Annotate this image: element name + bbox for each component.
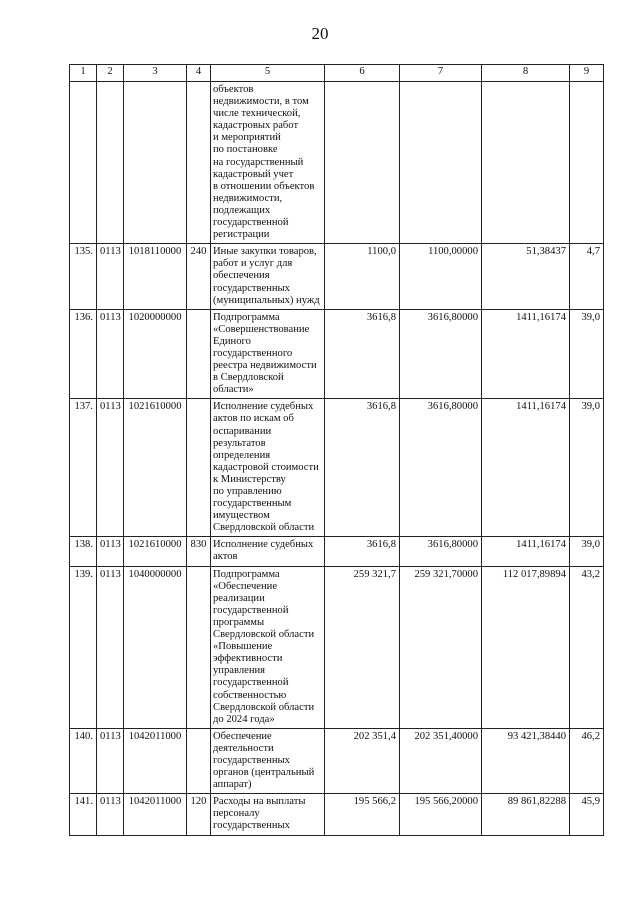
- execution-percent-cell: 4,7: [570, 244, 604, 309]
- target-article-cell: 1042011000: [124, 728, 187, 793]
- executed-amount-cell: 1411,16174: [482, 537, 570, 566]
- executed-amount-cell: 112 017,89894: [482, 566, 570, 728]
- description-cell: Исполнение судебных актов по искам об оспаривании результатов определения кадастровой стоимости к Министерству по управлению государственным имуществом Свердловской области: [211, 399, 325, 537]
- column-header: 5: [211, 65, 325, 82]
- expense-type-cell: [187, 566, 211, 728]
- table-row: [70, 309, 604, 399]
- execution-percent-cell: 39,0: [570, 537, 604, 566]
- expense-type-cell: [187, 728, 211, 793]
- column-header: 3: [124, 65, 187, 82]
- row-number-cell: 137.: [70, 399, 97, 537]
- column-header: 1: [70, 65, 97, 82]
- expense-type-cell: [187, 82, 211, 244]
- target-article-cell: [124, 82, 187, 244]
- target-article-cell: 1042011000: [124, 794, 187, 835]
- target-article-cell: 1040000000: [124, 566, 187, 728]
- row-number-cell: 140.: [70, 728, 97, 793]
- planned-amount-cell: 3616,8: [325, 399, 400, 537]
- expense-type-cell: [187, 399, 211, 537]
- approved-amount-cell: 1100,00000: [400, 244, 482, 309]
- table-row: [70, 244, 604, 309]
- approved-amount-cell: 3616,80000: [400, 537, 482, 566]
- execution-percent-cell: 45,9: [570, 794, 604, 835]
- description-cell: Подпрограмма «Обеспечение реализации государственной программы Свердловской области «Повышение эффективности управления государственной собственностью Свердловской области до 2024 года»: [211, 566, 325, 728]
- row-number-cell: 138.: [70, 537, 97, 566]
- execution-percent-cell: 46,2: [570, 728, 604, 793]
- expense-type-cell: 120: [187, 794, 211, 835]
- row-number-cell: 141.: [70, 794, 97, 835]
- planned-amount-cell: 1100,0: [325, 244, 400, 309]
- description-cell: Исполнение судебных актов: [211, 537, 325, 566]
- expense-type-cell: 240: [187, 244, 211, 309]
- table-row: [70, 399, 604, 537]
- column-header: 2: [97, 65, 124, 82]
- section-code-cell: 0113: [97, 728, 124, 793]
- planned-amount-cell: 3616,8: [325, 537, 400, 566]
- row-number-cell: 135.: [70, 244, 97, 309]
- description-cell: Иные закупки товаров, работ и услуг для обеспечения государственных (муниципальных) нужд: [211, 244, 325, 309]
- description-cell: Обеспечение деятельности государственных органов (центральный аппарат): [211, 728, 325, 793]
- expense-type-cell: 830: [187, 537, 211, 566]
- budget-table: [69, 64, 604, 836]
- column-header: 4: [187, 65, 211, 82]
- column-header: 8: [482, 65, 570, 82]
- column-header: 9: [570, 65, 604, 82]
- approved-amount-cell: 195 566,20000: [400, 794, 482, 835]
- section-code-cell: 0113: [97, 244, 124, 309]
- table-row: [70, 82, 604, 244]
- section-code-cell: 0113: [97, 794, 124, 835]
- table-row: [70, 537, 604, 566]
- column-header: 6: [325, 65, 400, 82]
- planned-amount-cell: 259 321,7: [325, 566, 400, 728]
- table-row: [70, 566, 604, 728]
- execution-percent-cell: [570, 82, 604, 244]
- execution-percent-cell: 39,0: [570, 309, 604, 399]
- planned-amount-cell: 202 351,4: [325, 728, 400, 793]
- header-row: [70, 65, 604, 82]
- execution-percent-cell: 39,0: [570, 399, 604, 537]
- approved-amount-cell: 3616,80000: [400, 399, 482, 537]
- executed-amount-cell: 93 421,38440: [482, 728, 570, 793]
- table-row: [70, 794, 604, 835]
- description-cell: Расходы на выплаты персоналу государственных: [211, 794, 325, 835]
- column-header: 7: [400, 65, 482, 82]
- description-cell: объектов недвижимости, в том числе технической, кадастровых работ и мероприятий по постановке на государственный кадастровый учет в отношении объектов недвижимости, подлежащих государственной регистрации: [211, 82, 325, 244]
- execution-percent-cell: 43,2: [570, 566, 604, 728]
- planned-amount-cell: 195 566,2: [325, 794, 400, 835]
- executed-amount-cell: 89 861,82288: [482, 794, 570, 835]
- target-article-cell: 1020000000: [124, 309, 187, 399]
- planned-amount-cell: [325, 82, 400, 244]
- executed-amount-cell: [482, 82, 570, 244]
- approved-amount-cell: 259 321,70000: [400, 566, 482, 728]
- section-code-cell: 0113: [97, 309, 124, 399]
- section-code-cell: 0113: [97, 399, 124, 537]
- table-row: [70, 728, 604, 793]
- target-article-cell: 1021610000: [124, 399, 187, 537]
- section-code-cell: [97, 82, 124, 244]
- target-article-cell: 1018110000: [124, 244, 187, 309]
- executed-amount-cell: 1411,16174: [482, 309, 570, 399]
- row-number-cell: 136.: [70, 309, 97, 399]
- planned-amount-cell: 3616,8: [325, 309, 400, 399]
- page-number: 20: [311, 24, 329, 43]
- table-body: [70, 82, 604, 836]
- executed-amount-cell: 1411,16174: [482, 399, 570, 537]
- approved-amount-cell: [400, 82, 482, 244]
- approved-amount-cell: 202 351,40000: [400, 728, 482, 793]
- executed-amount-cell: 51,38437: [482, 244, 570, 309]
- expense-type-cell: [187, 309, 211, 399]
- row-number-cell: 139.: [70, 566, 97, 728]
- section-code-cell: 0113: [97, 566, 124, 728]
- approved-amount-cell: 3616,80000: [400, 309, 482, 399]
- row-number-cell: [70, 82, 97, 244]
- target-article-cell: 1021610000: [124, 537, 187, 566]
- section-code-cell: 0113: [97, 537, 124, 566]
- description-cell: Подпрограмма «Совершенствование Единого государственного реестра недвижимости в Свердловской области»: [211, 309, 325, 399]
